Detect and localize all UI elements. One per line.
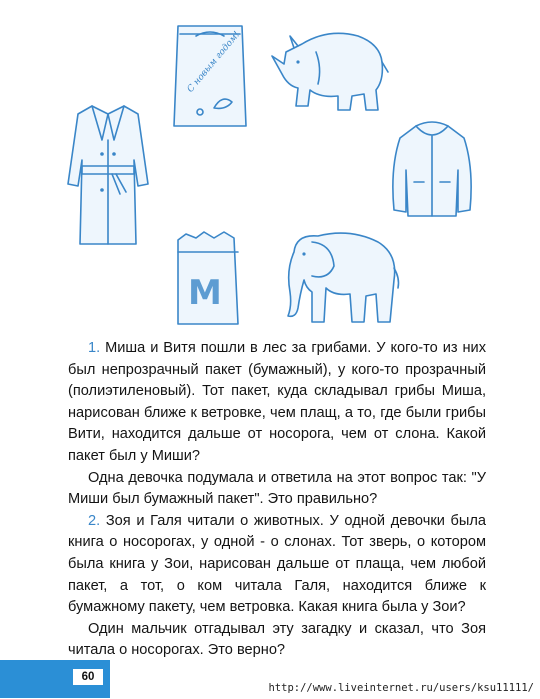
source-url: http://www.liveinternet.ru/users/ksu11111/ [268,682,534,694]
text-block [68,338,486,662]
problem-2-text: Зоя и Галя читали о животных. У одной девочки была книга о носорогах, у одной - о слонах. Тот зверь, о котором была книга у Зои, нарисован дальше от плаща, чем любой пакет, а тот, о ком читала Галя, находится ближе к бумажному пакету, чем ветровка. Какая книга была у Зои? [68,512,486,616]
paper-bag-logo: M [188,273,222,313]
bag-clear-text: С новым годом! [185,29,243,95]
elephant-illustration [278,228,402,328]
page-number: 60 [73,669,103,685]
problem-2 [68,511,486,619]
problem-1-answer: Одна девочка подумала и ответила на этот вопрос так: "У Миши был бумажный пакет". Это правильно? [68,469,486,508]
coat-illustration [62,100,154,250]
problem-1 [68,338,486,468]
problem-1-number: 1. [88,340,101,356]
plastic-bag-illustration [170,22,250,134]
problem-2-answer: Один мальчик отгадывал эту загадку и сказал, что Зоя читала о носорогах. Это верно? [68,620,486,659]
rhino-illustration [268,22,392,116]
jacket-illustration [388,118,476,222]
paper-bag-illustration [172,228,244,328]
problem-1-text: Миша и Витя пошли в лес за грибами. У кого-то из них был непрозрачный пакет (бумажный), у кого-то прозрачный (полиэтиленовый). Тот пакет, куда складывал грибы Миша, нарисован ближе к ветровке, чем плащ, а то, где были грибы Вити, находится дальше от носорога, чем от слона. Какой пакет был у Миши? [68,340,486,464]
problem-2-number: 2. [88,512,101,529]
